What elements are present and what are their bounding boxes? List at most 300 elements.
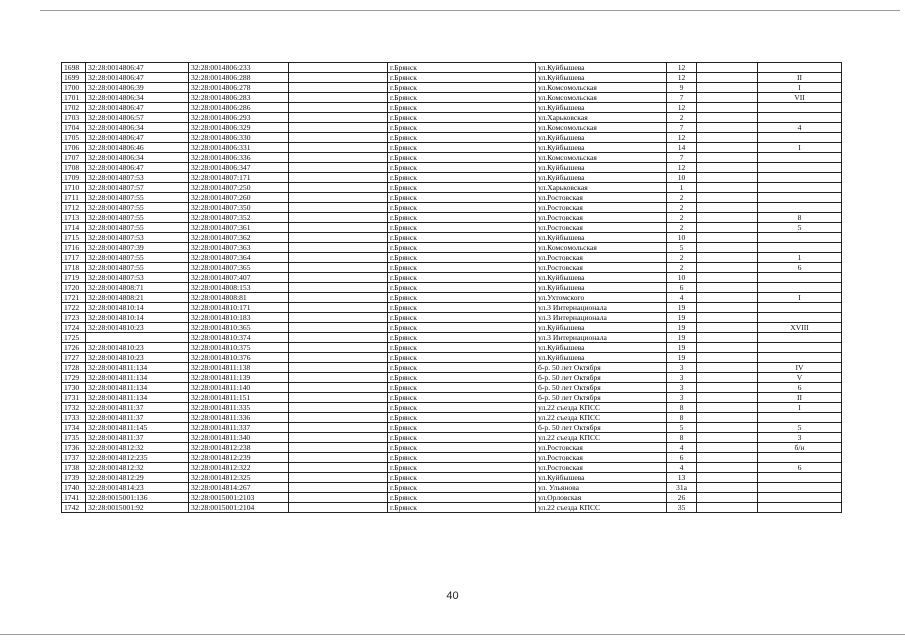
city-name: г.Брянск <box>388 363 536 373</box>
blank-cell <box>697 103 758 113</box>
house-number: 2 <box>667 213 697 223</box>
table-row <box>62 83 842 93</box>
building-cadastral-number: 32:28:0014810:376 <box>189 353 289 363</box>
table-row <box>62 363 842 373</box>
city-name: г.Брянск <box>388 373 536 383</box>
table-row <box>62 203 842 213</box>
building-cadastral-number: 32:28:0014807:363 <box>189 243 289 253</box>
street-name: ул.Харьковская <box>536 183 667 193</box>
blank-cell <box>289 363 388 373</box>
blank-cell <box>289 503 388 513</box>
city-name: г.Брянск <box>388 143 536 153</box>
table-row <box>62 213 842 223</box>
city-name: г.Брянск <box>388 303 536 313</box>
city-name: г.Брянск <box>388 243 536 253</box>
table-row <box>62 273 842 283</box>
premises-number: II <box>758 73 842 83</box>
land-cadastral-number: 32:28:0014810:14 <box>86 313 189 323</box>
table-row <box>62 503 842 513</box>
city-name: г.Брянск <box>388 413 536 423</box>
house-number: 19 <box>667 343 697 353</box>
blank-cell <box>697 123 758 133</box>
building-cadastral-number: 32:28:0015001:2104 <box>189 503 289 513</box>
building-cadastral-number: 32:28:0014812:325 <box>189 473 289 483</box>
land-cadastral-number: 32:28:0014806:47 <box>86 163 189 173</box>
house-number: 10 <box>667 233 697 243</box>
street-name: ул.3 Интернационала <box>536 303 667 313</box>
city-name: г.Брянск <box>388 353 536 363</box>
building-cadastral-number: 32:28:0014810:171 <box>189 303 289 313</box>
row-number: 1722 <box>62 303 86 313</box>
building-cadastral-number: 32:28:0014806:233 <box>189 63 289 73</box>
premises-number <box>758 203 842 213</box>
blank-cell <box>697 373 758 383</box>
blank-cell <box>289 63 388 73</box>
street-name: ул.Ростовская <box>536 253 667 263</box>
blank-cell <box>289 453 388 463</box>
land-cadastral-number: 32:28:0014806:34 <box>86 93 189 103</box>
row-number: 1714 <box>62 223 86 233</box>
building-cadastral-number: 32:28:0014806:336 <box>189 153 289 163</box>
land-cadastral-number: 32:28:0014806:47 <box>86 133 189 143</box>
street-name: ул.Комсомольская <box>536 243 667 253</box>
blank-cell <box>697 483 758 493</box>
blank-cell <box>289 83 388 93</box>
house-number: 8 <box>667 433 697 443</box>
house-number: 7 <box>667 123 697 133</box>
city-name: г.Брянск <box>388 73 536 83</box>
city-name: г.Брянск <box>388 263 536 273</box>
premises-number <box>758 353 842 363</box>
premises-number <box>758 413 842 423</box>
blank-cell <box>697 193 758 203</box>
table-row <box>62 63 842 73</box>
blank-cell <box>289 183 388 193</box>
street-name: ул.Куйбышева <box>536 163 667 173</box>
table-row <box>62 173 842 183</box>
house-number: 12 <box>667 163 697 173</box>
row-number: 1737 <box>62 453 86 463</box>
land-cadastral-number: 32:28:0014807:55 <box>86 193 189 203</box>
building-cadastral-number: 32:28:0014806:329 <box>189 123 289 133</box>
table-row <box>62 443 842 453</box>
land-cadastral-number: 32:28:0014811:134 <box>86 393 189 403</box>
land-cadastral-number: 32:28:0014810:23 <box>86 343 189 353</box>
table-row <box>62 473 842 483</box>
blank-cell <box>697 363 758 373</box>
house-number: 3 <box>667 393 697 403</box>
blank-cell <box>289 203 388 213</box>
house-number: 14 <box>667 143 697 153</box>
blank-cell <box>289 103 388 113</box>
blank-cell <box>289 283 388 293</box>
premises-number <box>758 283 842 293</box>
building-cadastral-number: 32:28:0014806:283 <box>189 93 289 103</box>
building-cadastral-number: 32:28:0014811:140 <box>189 383 289 393</box>
row-number: 1701 <box>62 93 86 103</box>
blank-cell <box>289 303 388 313</box>
building-cadastral-number: 32:28:0014814:267 <box>189 483 289 493</box>
page-number: 40 <box>446 590 459 602</box>
land-cadastral-number: 32:28:0014807:53 <box>86 173 189 183</box>
house-number: 13 <box>667 473 697 483</box>
table-row <box>62 383 842 393</box>
scan-bottom-edge <box>0 634 905 635</box>
building-cadastral-number: 32:28:0014807:350 <box>189 203 289 213</box>
city-name: г.Брянск <box>388 213 536 223</box>
blank-cell <box>289 163 388 173</box>
blank-cell <box>697 213 758 223</box>
blank-cell <box>289 143 388 153</box>
street-name: б-р. 50 лет Октября <box>536 393 667 403</box>
blank-cell <box>289 403 388 413</box>
table-row <box>62 343 842 353</box>
row-number: 1703 <box>62 113 86 123</box>
blank-cell <box>697 233 758 243</box>
land-cadastral-number: 32:28:0014806:47 <box>86 103 189 113</box>
city-name: г.Брянск <box>388 273 536 283</box>
city-name: г.Брянск <box>388 193 536 203</box>
row-number: 1709 <box>62 173 86 183</box>
blank-cell <box>289 463 388 473</box>
house-number: 19 <box>667 313 697 323</box>
blank-cell <box>697 473 758 483</box>
blank-cell <box>697 313 758 323</box>
land-cadastral-number: 32:28:0014807:55 <box>86 263 189 273</box>
house-number: 4 <box>667 443 697 453</box>
table-row <box>62 333 842 343</box>
land-cadastral-number: 32:28:0015001:92 <box>86 503 189 513</box>
house-number: 8 <box>667 413 697 423</box>
table-row <box>62 183 842 193</box>
street-name: ул.Ростовская <box>536 193 667 203</box>
house-number: 2 <box>667 223 697 233</box>
premises-number: 6 <box>758 263 842 273</box>
blank-cell <box>289 193 388 203</box>
land-cadastral-number: 32:28:0014811:145 <box>86 423 189 433</box>
city-name: г.Брянск <box>388 503 536 513</box>
street-name: ул.3 Интернационала <box>536 313 667 323</box>
building-cadastral-number: 32:28:0014812:239 <box>189 453 289 463</box>
land-cadastral-number: 32:28:0014814:23 <box>86 483 189 493</box>
house-number: 12 <box>667 73 697 83</box>
blank-cell <box>289 223 388 233</box>
street-name: ул.Куйбышева <box>536 63 667 73</box>
premises-number <box>758 243 842 253</box>
blank-cell <box>289 243 388 253</box>
street-name: ул.22 съезда КПСС <box>536 433 667 443</box>
city-name: г.Брянск <box>388 383 536 393</box>
house-number: 5 <box>667 243 697 253</box>
row-number: 1728 <box>62 363 86 373</box>
blank-cell <box>697 323 758 333</box>
street-name: ул.Куйбышева <box>536 273 667 283</box>
building-cadastral-number: 32:28:0014806:288 <box>189 73 289 83</box>
blank-cell <box>697 503 758 513</box>
city-name: г.Брянск <box>388 153 536 163</box>
city-name: г.Брянск <box>388 83 536 93</box>
premises-number: XVIII <box>758 323 842 333</box>
blank-cell <box>289 383 388 393</box>
street-name: ул.Харьковская <box>536 113 667 123</box>
row-number: 1711 <box>62 193 86 203</box>
house-number: 12 <box>667 103 697 113</box>
row-number: 1733 <box>62 413 86 423</box>
row-number: 1735 <box>62 433 86 443</box>
blank-cell <box>289 413 388 423</box>
premises-number <box>758 63 842 73</box>
house-number: 2 <box>667 263 697 273</box>
table-row <box>62 453 842 463</box>
building-cadastral-number: 32:28:0014808:153 <box>189 283 289 293</box>
blank-cell <box>697 283 758 293</box>
street-name: ул.Ростовская <box>536 213 667 223</box>
land-cadastral-number: 32:28:0014812:32 <box>86 443 189 453</box>
table-row <box>62 103 842 113</box>
table-row <box>62 373 842 383</box>
land-cadastral-number: 32:28:0014806:47 <box>86 63 189 73</box>
street-name: ул.Комсомольская <box>536 93 667 103</box>
row-number: 1699 <box>62 73 86 83</box>
house-number: 3 <box>667 373 697 383</box>
premises-number <box>758 113 842 123</box>
blank-cell <box>289 293 388 303</box>
table-row <box>62 233 842 243</box>
street-name: ул.Комсомольская <box>536 153 667 163</box>
building-cadastral-number: 32:28:0014811:335 <box>189 403 289 413</box>
blank-cell <box>289 73 388 83</box>
scan-top-edge <box>40 10 900 11</box>
building-cadastral-number: 32:28:0014807:352 <box>189 213 289 223</box>
blank-cell <box>289 153 388 163</box>
premises-number <box>758 333 842 343</box>
blank-cell <box>289 433 388 443</box>
table-row <box>62 423 842 433</box>
street-name: ул.22 съезда КПСС <box>536 403 667 413</box>
blank-cell <box>697 453 758 463</box>
street-name: ул.Куйбышева <box>536 283 667 293</box>
building-cadastral-number: 32:28:0015001:2103 <box>189 493 289 503</box>
city-name: г.Брянск <box>388 283 536 293</box>
building-cadastral-number: 32:28:0014811:151 <box>189 393 289 403</box>
street-name: ул.Куйбышева <box>536 343 667 353</box>
city-name: г.Брянск <box>388 183 536 193</box>
premises-number: 6 <box>758 383 842 393</box>
blank-cell <box>697 423 758 433</box>
land-cadastral-number: 32:28:0014812:235 <box>86 453 189 463</box>
city-name: г.Брянск <box>388 443 536 453</box>
table-row <box>62 413 842 423</box>
table-row <box>62 323 842 333</box>
building-cadastral-number: 32:28:0014807:250 <box>189 183 289 193</box>
city-name: г.Брянск <box>388 63 536 73</box>
row-number: 1741 <box>62 493 86 503</box>
building-cadastral-number: 32:28:0014806:330 <box>189 133 289 143</box>
premises-number <box>758 233 842 243</box>
premises-number <box>758 103 842 113</box>
blank-cell <box>697 303 758 313</box>
table-row <box>62 463 842 473</box>
blank-cell <box>289 443 388 453</box>
premises-number: 5 <box>758 423 842 433</box>
table-row <box>62 73 842 83</box>
house-number: 4 <box>667 463 697 473</box>
blank-cell <box>289 493 388 503</box>
blank-cell <box>697 293 758 303</box>
city-name: г.Брянск <box>388 463 536 473</box>
blank-cell <box>289 323 388 333</box>
house-number: 5 <box>667 423 697 433</box>
premises-number <box>758 173 842 183</box>
table-row <box>62 493 842 503</box>
land-cadastral-number: 32:28:0014807:55 <box>86 203 189 213</box>
row-number: 1734 <box>62 423 86 433</box>
table-row <box>62 133 842 143</box>
row-number: 1727 <box>62 353 86 363</box>
land-cadastral-number: 32:28:0014811:37 <box>86 413 189 423</box>
blank-cell <box>289 373 388 383</box>
street-name: ул.Комсомольская <box>536 123 667 133</box>
premises-number: 5 <box>758 223 842 233</box>
table-row <box>62 293 842 303</box>
blank-cell <box>697 433 758 443</box>
house-number: 6 <box>667 453 697 463</box>
table-row <box>62 263 842 273</box>
street-name: ул.22 съезда КПСС <box>536 413 667 423</box>
premises-number <box>758 193 842 203</box>
street-name: ул.Куйбышева <box>536 233 667 243</box>
premises-number: 1 <box>758 253 842 263</box>
blank-cell <box>697 173 758 183</box>
land-cadastral-number: 32:28:0014807:53 <box>86 273 189 283</box>
house-number: 19 <box>667 333 697 343</box>
row-number: 1704 <box>62 123 86 133</box>
premises-number: IV <box>758 363 842 373</box>
city-name: г.Брянск <box>388 493 536 503</box>
city-name: г.Брянск <box>388 233 536 243</box>
blank-cell <box>289 123 388 133</box>
premises-number: I <box>758 143 842 153</box>
premises-number <box>758 153 842 163</box>
city-name: г.Брянск <box>388 333 536 343</box>
table-row <box>62 403 842 413</box>
house-number: 10 <box>667 273 697 283</box>
building-cadastral-number: 32:28:0014807:361 <box>189 223 289 233</box>
table-row <box>62 93 842 103</box>
row-number: 1702 <box>62 103 86 113</box>
blank-cell <box>289 313 388 323</box>
land-cadastral-number: 32:28:0014808:21 <box>86 293 189 303</box>
street-name: ул.Орловская <box>536 493 667 503</box>
city-name: г.Брянск <box>388 103 536 113</box>
row-number: 1726 <box>62 343 86 353</box>
premises-number <box>758 493 842 503</box>
building-cadastral-number: 32:28:0014810:374 <box>189 333 289 343</box>
blank-cell <box>289 93 388 103</box>
land-cadastral-number: 32:28:0014806:57 <box>86 113 189 123</box>
table-row <box>62 393 842 403</box>
city-name: г.Брянск <box>388 433 536 443</box>
house-number: 2 <box>667 113 697 123</box>
land-cadastral-number: 32:28:0014807:55 <box>86 223 189 233</box>
premises-number: 6 <box>758 463 842 473</box>
city-name: г.Брянск <box>388 93 536 103</box>
house-number: 19 <box>667 303 697 313</box>
land-cadastral-number: 32:28:0014810:23 <box>86 323 189 333</box>
land-cadastral-number: 32:28:0014806:34 <box>86 153 189 163</box>
blank-cell <box>697 443 758 453</box>
row-number: 1729 <box>62 373 86 383</box>
row-number: 1713 <box>62 213 86 223</box>
premises-number: б/н <box>758 443 842 453</box>
building-cadastral-number: 32:28:0014811:139 <box>189 373 289 383</box>
row-number: 1736 <box>62 443 86 453</box>
land-cadastral-number: 32:28:0014811:37 <box>86 403 189 413</box>
building-cadastral-number: 32:28:0014807:362 <box>189 233 289 243</box>
premises-number <box>758 483 842 493</box>
city-name: г.Брянск <box>388 173 536 183</box>
table-row <box>62 123 842 133</box>
building-cadastral-number: 32:28:0014806:293 <box>189 113 289 123</box>
row-number: 1700 <box>62 83 86 93</box>
city-name: г.Брянск <box>388 453 536 463</box>
registry-table <box>61 62 842 513</box>
land-cadastral-number: 32:28:0014807:57 <box>86 183 189 193</box>
premises-number <box>758 453 842 463</box>
table-row <box>62 483 842 493</box>
blank-cell <box>289 473 388 483</box>
street-name: ул. Ульянова <box>536 483 667 493</box>
blank-cell <box>697 333 758 343</box>
blank-cell <box>697 253 758 263</box>
blank-cell <box>697 133 758 143</box>
table-row <box>62 143 842 153</box>
land-cadastral-number: 32:28:0014808:71 <box>86 283 189 293</box>
street-name: б-р. 50 лет Октября <box>536 373 667 383</box>
house-number: 9 <box>667 83 697 93</box>
city-name: г.Брянск <box>388 393 536 403</box>
city-name: г.Брянск <box>388 473 536 483</box>
premises-number <box>758 163 842 173</box>
land-cadastral-number: 32:28:0014811:134 <box>86 363 189 373</box>
row-number: 1708 <box>62 163 86 173</box>
blank-cell <box>697 413 758 423</box>
row-number: 1705 <box>62 133 86 143</box>
blank-cell <box>697 93 758 103</box>
blank-cell <box>697 83 758 93</box>
premises-number: I <box>758 83 842 93</box>
row-number: 1721 <box>62 293 86 303</box>
blank-cell <box>697 143 758 153</box>
building-cadastral-number: 32:28:0014812:322 <box>189 463 289 473</box>
land-cadastral-number: 32:28:0014807:55 <box>86 213 189 223</box>
blank-cell <box>697 163 758 173</box>
house-number: 19 <box>667 323 697 333</box>
building-cadastral-number: 32:28:0014806:286 <box>189 103 289 113</box>
street-name: б-р. 50 лет Октября <box>536 363 667 373</box>
table-row <box>62 433 842 443</box>
building-cadastral-number: 32:28:0014810:183 <box>189 313 289 323</box>
land-cadastral-number: 32:28:0015001:136 <box>86 493 189 503</box>
row-number: 1738 <box>62 463 86 473</box>
building-cadastral-number: 32:28:0014811:337 <box>189 423 289 433</box>
building-cadastral-number: 32:28:0014807:260 <box>189 193 289 203</box>
premises-number: V <box>758 373 842 383</box>
building-cadastral-number: 32:28:0014810:365 <box>189 323 289 333</box>
building-cadastral-number: 32:28:0014807:365 <box>189 263 289 273</box>
blank-cell <box>289 393 388 403</box>
blank-cell <box>289 233 388 243</box>
